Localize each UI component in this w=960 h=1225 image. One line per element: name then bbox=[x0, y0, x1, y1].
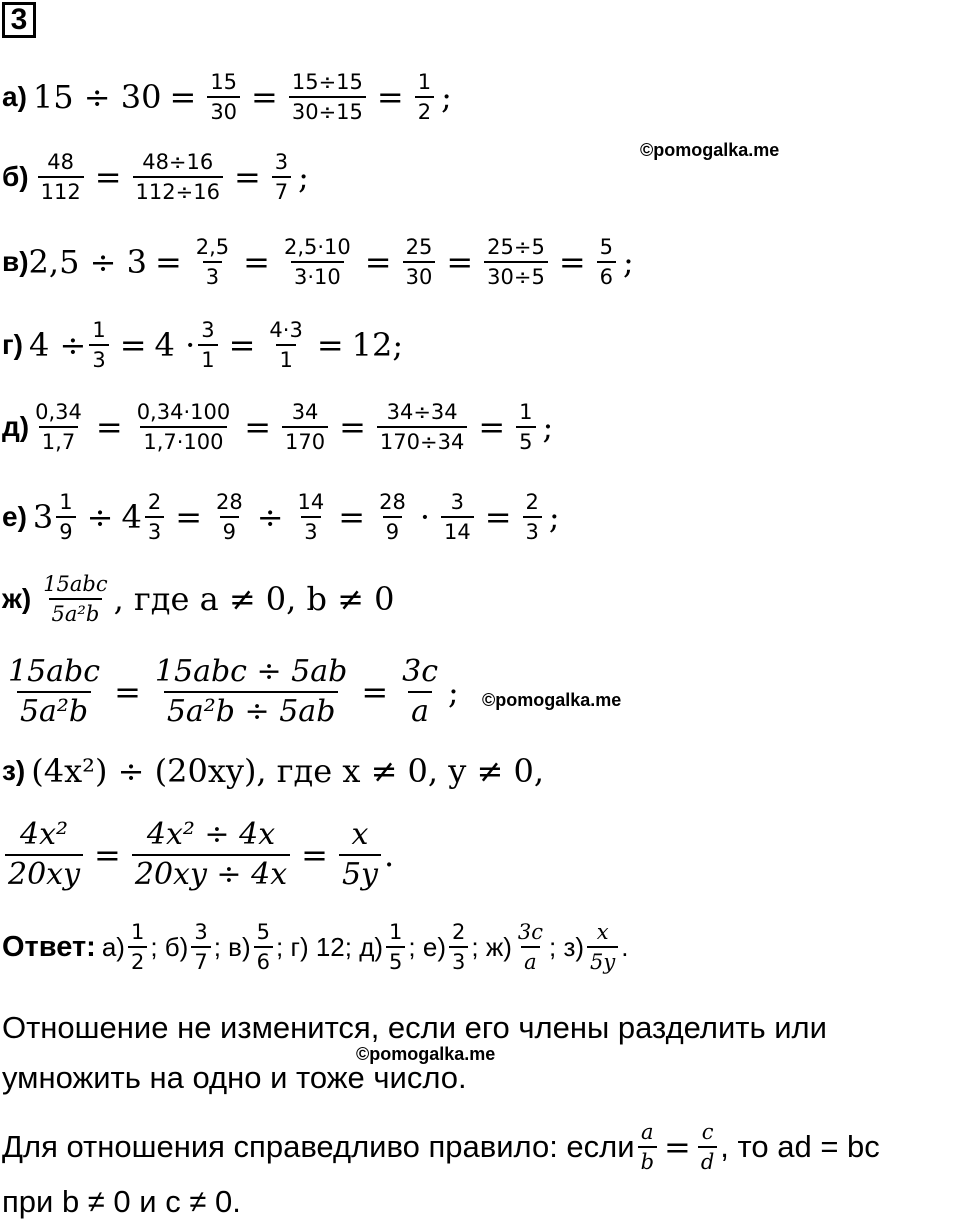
z-l2-frac-2: $\frac{\text{4x² ÷ 4x}}{20xy \div 4x}$ bbox=[132, 818, 290, 892]
watermark-1: ©pomogalka.me bbox=[640, 140, 780, 160]
v-lhs: 2,5 ÷ 3 bbox=[28, 243, 147, 281]
note-2-conclusion: , то ad = bc bbox=[720, 1129, 880, 1164]
v-frac-1: $\frac{2,5}{3}$ bbox=[195, 235, 230, 289]
answer-g-d-label: г) 12; д) bbox=[290, 931, 384, 962]
g-lhs: 4 ÷ bbox=[29, 326, 87, 364]
e-frac-3: $\frac{28}{9}$ bbox=[216, 490, 243, 544]
answer-e-label: е) bbox=[422, 931, 446, 962]
label-zh: ж) bbox=[2, 583, 32, 614]
answer-e: $\frac{2}{3}$ bbox=[449, 920, 468, 974]
label-e: е) bbox=[2, 501, 27, 532]
v-frac-2: $\frac{2,5\cdot 10}{3\cdot 10}$ bbox=[283, 235, 351, 289]
answer-d: $\frac{1}{5}$ bbox=[386, 920, 405, 974]
z-expression: (4x²) ÷ (20xy), где x ≠ 0, y ≠ 0, bbox=[31, 752, 545, 790]
watermark-2: ©pomogalka.me bbox=[482, 690, 622, 710]
label-d: д) bbox=[2, 411, 30, 442]
answer-zh-label: ж) bbox=[485, 931, 512, 962]
zh-frac: $\frac{\text{15abc}}{\text{5a²b}}$ bbox=[43, 572, 108, 626]
answer-a-label: а) bbox=[101, 931, 125, 962]
b-frac-3: $\frac{3}{7}$ bbox=[272, 150, 291, 204]
line-z-2: $\frac{\text{4x²}}{20xy}$ = $\frac{\text{4x² ÷ 4x}}{20xy \div 4x}$ = $\frac{x}{5y}$ . bbox=[2, 818, 394, 892]
task-number: 3 bbox=[2, 2, 36, 38]
line-g: г) 4 ÷ $\frac{1}{3}$ = 4 · $\frac{3}{1}$ = $\frac{4\cdot 3}{1}$ = 12; bbox=[2, 318, 404, 372]
a-frac-1: $\frac{15}{30}$ bbox=[207, 70, 240, 124]
watermark-3: ©pomogalka.me bbox=[356, 1044, 496, 1064]
d-frac-4: $\frac{34\div 34}{170\div 34}$ bbox=[377, 400, 467, 454]
g-frac-3: $\frac{4\cdot 3}{1}$ bbox=[269, 318, 303, 372]
a-lhs: 15 ÷ 30 bbox=[32, 78, 162, 116]
zh-l2-frac-1: $\frac{\text{15abc}}{\text{5a²b}}$ bbox=[8, 654, 101, 729]
g-frac-1: $\frac{1}{3}$ bbox=[89, 318, 108, 372]
d-frac-1: $\frac{0,34}{1,7}$ bbox=[35, 400, 82, 454]
g-mid: 4 · bbox=[154, 326, 196, 364]
a-frac-3: $\frac{1}{2}$ bbox=[415, 70, 434, 124]
answer-z: $\frac{x}{5y}$ bbox=[587, 920, 618, 974]
d-frac-2: $\frac{0,34\cdot 100}{1,7\cdot 100}$ bbox=[136, 400, 231, 454]
e-frac-7: $\frac{2}{3}$ bbox=[523, 490, 542, 544]
a-frac-2: $\frac{15\div 15}{30\div 15}$ bbox=[289, 70, 366, 124]
line-d: д) $\frac{0,34}{1,7}$ = $\frac{0,34\cdot 100}{1,7\cdot 100}$ = $\frac{34}{170}$ = $\frac{34\div 34}{170\div 34}$ = $\frac{1}{5}$ ; bbox=[2, 400, 554, 454]
label-a: а) bbox=[2, 81, 27, 112]
note-2-frac-2: $\frac{c}{d}$ bbox=[698, 1120, 717, 1174]
note-1-line-1: Отношение не изменится, если его члены разделить или bbox=[2, 1010, 827, 1045]
note-2-text: Для отношения справедливо правило: если bbox=[2, 1129, 635, 1164]
d-frac-5: $\frac{1}{5}$ bbox=[516, 400, 535, 454]
line-v: в) 2,5 ÷ 3 = $\frac{2,5}{3}$ = $\frac{2,5\cdot 10}{3\cdot 10}$ = $\frac{25}{30}$ = $\frac{25\div 5}{30\div 5}$ = $\frac{5}{6}$ ; bbox=[2, 235, 634, 289]
label-v: в) bbox=[2, 246, 29, 277]
answer-a: $\frac{1}{2}$ bbox=[128, 920, 147, 974]
zh-l2-frac-3: $\frac{3c}{a}$ bbox=[402, 654, 439, 729]
zh-l2-frac-2: $\frac{\text{15abc ÷ 5ab}}{\text{5a²b ÷ 5ab}}$ bbox=[154, 654, 348, 729]
answer-line: Ответ: а) $\frac{1}{2}$ ; б) $\frac{3}{7}$ ; в) $\frac{5}{6}$ ; г) 12; д) $\frac{1}{5}$ ; е) $\frac{2}{3}$ ; ж) $\frac{3c}{a}$ ; з) $\frac{x}{5y}$ . bbox=[2, 920, 629, 974]
answer-zh: $\frac{3c}{a}$ bbox=[517, 920, 543, 974]
label-g: г) bbox=[2, 329, 23, 360]
label-b: б) bbox=[2, 161, 29, 192]
b-frac-2: $\frac{48\div 16}{112\div 16}$ bbox=[133, 150, 223, 204]
line-z bbox=[2, 752, 544, 790]
zh-condition: , где a ≠ 0, b ≠ 0 bbox=[113, 580, 395, 618]
answer-b-label: б) bbox=[164, 931, 189, 962]
note-3: при b ≠ 0 и c ≠ 0. bbox=[2, 1184, 241, 1219]
e-mixed-1: 3 $\frac{1}{9}$ bbox=[33, 490, 79, 544]
e-mixed-2: 4 $\frac{2}{3}$ bbox=[121, 490, 167, 544]
answer-v-label: в) bbox=[228, 931, 251, 962]
g-frac-2: $\frac{3}{1}$ bbox=[198, 318, 217, 372]
v-frac-4: $\frac{25\div 5}{30\div 5}$ bbox=[484, 235, 548, 289]
d-frac-3: $\frac{34}{170}$ bbox=[282, 400, 328, 454]
g-result: 12; bbox=[351, 326, 404, 364]
line-a: а) 15 ÷ 30 = $\frac{15}{30}$ = $\frac{15\div 15}{30\div 15}$ = $\frac{1}{2}$ ; bbox=[2, 70, 452, 124]
line-e: е) 3 $\frac{1}{9}$ ÷ 4 $\frac{2}{3}$ = $\frac{28}{9}$ ÷ $\frac{14}{3}$ = $\frac{28}{9}$ · $\frac{3}{14}$ = $\frac{2}{3}$ ; bbox=[2, 490, 560, 544]
note-2: Для отношения справедливо правило: если $\frac{a}{b}$ = $\frac{c}{d}$ , то ad = bc bbox=[2, 1120, 880, 1174]
answer-label: Ответ: bbox=[2, 930, 96, 963]
note-1-line-2: умножить на одно и тоже число. bbox=[2, 1060, 467, 1095]
e-frac-6: $\frac{3}{14}$ bbox=[441, 490, 474, 544]
answer-v: $\frac{5}{6}$ bbox=[254, 920, 273, 974]
b-frac-1: $\frac{48}{112}$ bbox=[38, 150, 84, 204]
label-z: з) bbox=[2, 755, 26, 786]
v-frac-3: $\frac{25}{30}$ bbox=[403, 235, 436, 289]
z-l2-frac-1: $\frac{\text{4x²}}{20xy}$ bbox=[5, 818, 83, 892]
z-l2-frac-3: $\frac{x}{5y}$ bbox=[339, 818, 381, 892]
e-frac-5: $\frac{28}{9}$ bbox=[379, 490, 406, 544]
line-b: б) $\frac{48}{112}$ = $\frac{48\div 16}{112\div 16}$ = $\frac{3}{7}$ ; bbox=[2, 150, 309, 204]
answer-z-label: з) bbox=[563, 931, 585, 962]
e-frac-4: $\frac{14}{3}$ bbox=[297, 490, 325, 544]
line-zh-2: $\frac{\text{15abc}}{\text{5a²b}}$ = $\frac{\text{15abc ÷ 5ab}}{\text{5a²b ÷ 5ab}}$ = $\frac{3c}{a}$ ; bbox=[2, 655, 459, 729]
v-frac-5: $\frac{5}{6}$ bbox=[597, 235, 616, 289]
answer-b: $\frac{3}{7}$ bbox=[191, 920, 210, 974]
line-zh bbox=[2, 572, 395, 626]
note-2-frac-1: $\frac{a}{b}$ bbox=[638, 1120, 657, 1174]
